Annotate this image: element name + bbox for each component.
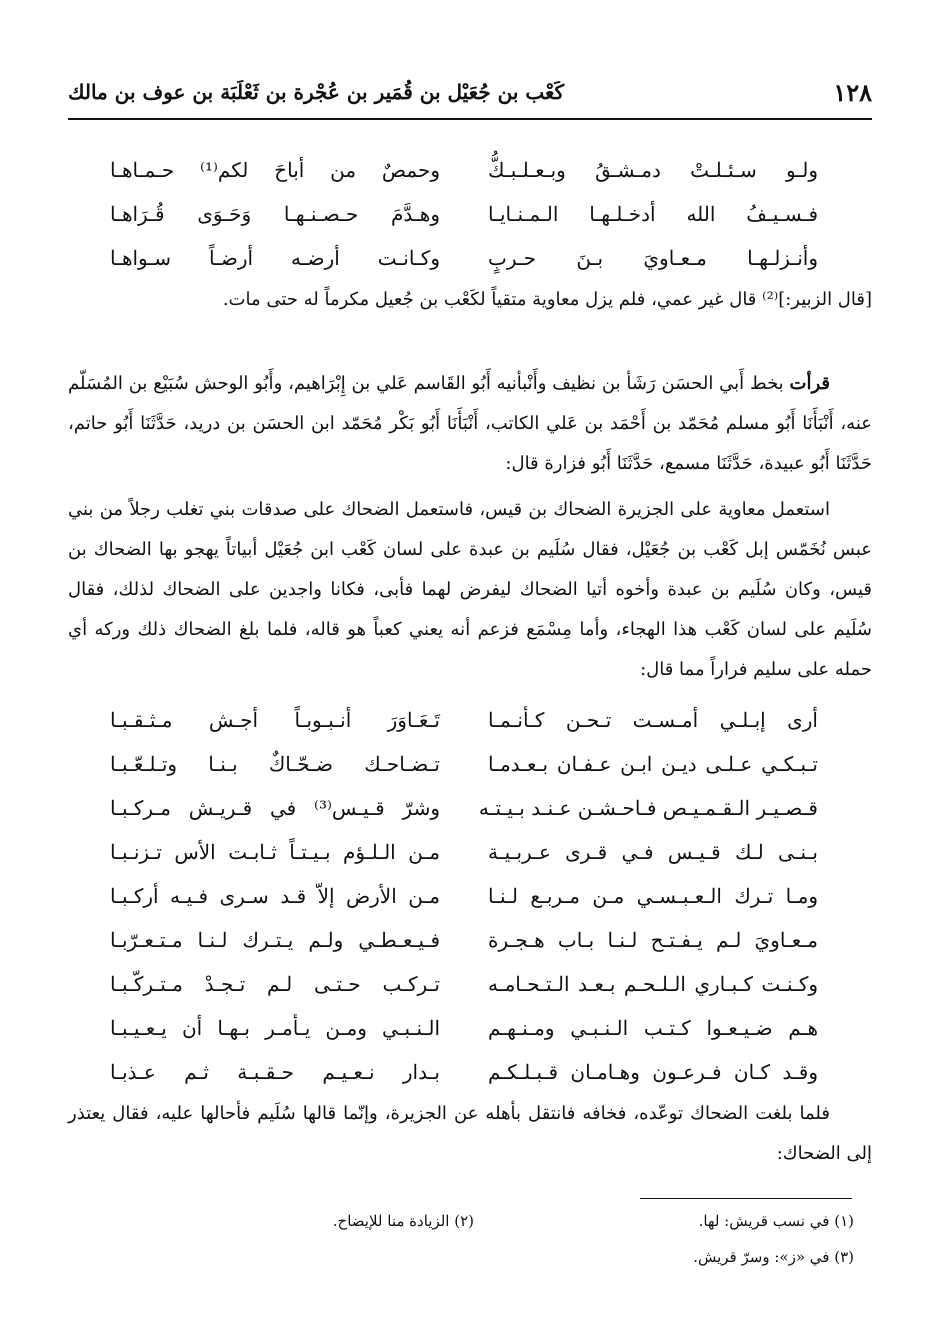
- verse-right-hemistich: وقـد كـان فـرعـون وهـامـان قـبـلـكـم: [488, 1060, 818, 1084]
- page-header: [68, 72, 872, 112]
- verse-left-hemistich: الـنـبـي ومـن يـأمـر بـهـا أن يـعـيـبـا: [110, 1016, 440, 1040]
- verse-right-hemistich: أرى إبـلـي أمـسـت تـحـن كـأنـمـا: [488, 708, 818, 732]
- verse-left-hemistich: تـضـاحـك ضـحّـاكٌ بـنـا وتـلـعّـبـا: [110, 752, 440, 776]
- verse-line: [110, 148, 818, 192]
- verse-right-hemistich: تـبـكـي عـلـى ديـن ابـن عـفـان بـعـدمـا: [488, 752, 818, 776]
- verse-right-hemistich: قـصـيـر الـقـمـيـص فـاحـشـن عـنـد بـيـتـه: [478, 796, 818, 820]
- verse-left-hemistich: بـدار نـعـيـم حـقـبـة ثـم عـذبـا: [110, 1060, 440, 1084]
- footnote-rule: [640, 1198, 852, 1199]
- running-title: كَعْب بن جُعَيْل بن قُمَير بن عُجْرة بن ثَعْلَبَة بن عوف بن مالك: [68, 80, 565, 104]
- verse-right-hemistich: بـنـى لـك قـيـس فـي قـرى عـربـيـة: [488, 840, 818, 864]
- verse-right-hemistich: فـسـيـفُ الله أدخـلـهـا الـمـنـايـا: [488, 202, 818, 226]
- verse-left-hemistich: تـركـب حـتـى لـم تـجـدْ مـتـركّـبـا: [110, 972, 440, 996]
- footnote-2: (٢) الزيادة منا للإيضاح.: [332, 1212, 474, 1230]
- verse-right-hemistich: ولـو سـئـلـتْ دمـشـقُ وبـعـلـبـكُّ: [488, 158, 818, 182]
- footnote-1: (١) في نسب قريش: لها.: [698, 1212, 854, 1230]
- header-rule: [68, 118, 872, 120]
- verse-line: [110, 1050, 818, 1094]
- verse-line: [110, 698, 818, 742]
- verse-left-hemistich: وشرّ قـيـس⁽³⁾ في قـريـش مـركـبـا: [110, 796, 440, 820]
- verse-line: [110, 918, 818, 962]
- verse-right-hemistich: وأنـزلـهـا مـعـاويَ بـنَ حـربٍ: [488, 246, 818, 270]
- verse-left-hemistich: تَـعَـاوَرَ أنـبـوبـاً أجـش مـثـقـبـا: [110, 708, 440, 732]
- verse-line: [110, 1006, 818, 1050]
- paragraph-isnad-text: بخط أَبي الحسَن رَشَأ بن نظيف وأَنْبأنيه أَبُو القَاسم عَلي بن إِبْرَاهيم، وأَبُو الوحش سُبَيْع بن المُسَلّم عنه، أَنْبَأَنَا أَبُو مسلم مُحَمّد بن أَحْمَد بن عَلي الكاتب، أَنْبَأَنَا أَبُو بَكْر مُحَمّد ابن الحسَن بن دريد، حَدَّثَنَا أَبُو حاتم، حَدَّثَنَا أَبُو عبيدة، حَدَّثَنَا مسمع، حَدَّثَنَا أَبُو فزارة قال:: [68, 373, 872, 474]
- verse-line: [110, 874, 818, 918]
- verse-line: [110, 236, 818, 280]
- footnote-3: (٣) في «ز»: وسرّ قريش.: [693, 1248, 854, 1266]
- verse-left-hemistich: وحمصٌ من أباحَ لكم⁽¹⁾ حـمـاهـا: [110, 158, 440, 182]
- verse-left-hemistich: مـن الـلـؤم بـيـتـاً ثـابـت الأس تـزنـبـا: [110, 840, 440, 864]
- verse-line: [110, 786, 818, 830]
- verse-line: [110, 192, 818, 236]
- paragraph-closing: فلما بلغت الضحاك توعّده، فخافه فانتقل بأهله عن الجزيرة، وإنّما قالها سُلَيم فأحالها عليه، فقال يعتذر إلى الضحاك:: [68, 1103, 872, 1164]
- verse-line: [110, 830, 818, 874]
- verse-left-hemistich: وهـدَّمَ حـصـنـهـا وَحَـوَى قُـرَاهـا: [110, 202, 440, 226]
- verse-left-hemistich: مـن الأرض إلاّ قـد سـرى فـيـه أركـبـا: [110, 884, 440, 908]
- paragraph-narrative: استعمل معاوية على الجزيرة الضحاك بن قيس، فاستعمل الضحاك على صدقات بني تغلب رجلاً من بني عبس نُخَمّس إبل كَعْب بن جُعَيْل، فقال سُلَيم بن عبدة على لسان كَعْب ابن جُعَيْل أبياتاً يهجو بها الضحاك بن قيس، وكان سُلَيم بن عبدة وأخوه أتيا الضحاك ليفرض لهما فأبى، فكانا واجدين على الضحاك لذلك، فقال سُلَيم على لسان كَعْب هذا الهجاء، وأما مِسْمَع فزعم أنه يعني كعباً هو قاله، فلما بلغ الضحاك ذلك وركه أي حمله على سليم فراراً مما قال:: [68, 499, 872, 680]
- verse-right-hemistich: ومـا تـرك الـعـبـسـي مـن مـربـع لـنـا: [488, 884, 818, 908]
- paragraph-zubayr: [قال الزبير:]⁽²⁾ قال غير عمي، فلم يزل معاوية متقياً لكَعْب بن جُعيل مكرماً له حتى مات.: [222, 289, 872, 310]
- verse-right-hemistich: هـم ضـيـعـوا كـتـب الـنـبـي ومـنـهـم: [488, 1016, 818, 1040]
- paragraph-lead-word: قرأت: [789, 373, 830, 394]
- verse-left-hemistich: وكـانـت أرضـه أرضـاً سـواهـا: [110, 246, 440, 270]
- verse-right-hemistich: وكـنـت كـبـاري الـلـحـم بـعـد الـتـحـامـه: [488, 972, 818, 996]
- verse-left-hemistich: فـيـعـطـي ولـم يـتـرك لـنـا مـتـعـرّبـا: [110, 928, 440, 952]
- verse-right-hemistich: مـعـاويَ لـم يـفـتـح لـنـا بـاب هـجـرة: [488, 928, 818, 952]
- verse-line: [110, 962, 818, 1006]
- page-number: ١٢٨: [833, 77, 872, 107]
- paragraph-isnad: [68, 364, 872, 484]
- verse-line: [110, 742, 818, 786]
